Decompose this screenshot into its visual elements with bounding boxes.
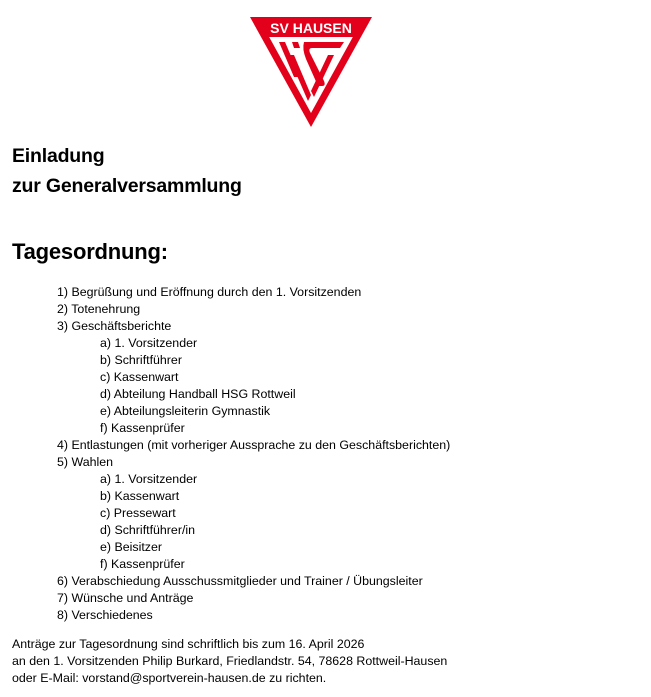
footer-line-1: Anträge zur Tagesordnung sind schriftlich bis zum 16. April 2026 xyxy=(12,637,365,651)
agenda-subitem: c) Pressewart xyxy=(100,506,176,520)
agenda-subitem: b) Kassenwart xyxy=(100,489,180,503)
agenda-item: 4) Entlastungen (mit vorheriger Aussprache zu den Geschäftsberichten) xyxy=(57,438,451,452)
agenda-heading: Tagesordnung: xyxy=(12,239,168,264)
agenda-subitem: c) Kassenwart xyxy=(100,370,179,384)
agenda-list xyxy=(57,284,450,624)
agenda-item: 3) Geschäftsberichte xyxy=(57,319,172,333)
footer-note xyxy=(12,636,447,687)
agenda-item: 2) Totenehrung xyxy=(57,302,141,316)
agenda-subitem: a) 1. Vorsitzender xyxy=(100,336,198,350)
agenda-subitem: f) Kassenprüfer xyxy=(100,557,185,571)
agenda-item: 7) Wünsche und Anträge xyxy=(57,591,194,605)
agenda-item: 5) Wahlen xyxy=(57,455,114,469)
agenda-subitem: b) Schriftführer xyxy=(100,353,182,367)
agenda-subitem: f) Kassenprüfer xyxy=(100,421,185,435)
invitation-title xyxy=(12,141,242,201)
agenda-subitem: d) Abteilung Handball HSG Rottweil xyxy=(100,387,296,401)
agenda-subitem: e) Beisitzer xyxy=(100,540,162,554)
agenda-item: 6) Verabschiedung Ausschussmitglieder und Trainer / Übungsleiter xyxy=(57,574,423,588)
sv-hausen-logo xyxy=(248,15,374,129)
agenda-subitem: e) Abteilungsleiterin Gymnastik xyxy=(100,404,271,418)
agenda-item: 8) Verschiedenes xyxy=(57,608,153,622)
agenda-item: 1) Begrüßung und Eröffnung durch den 1. Vorsitzenden xyxy=(57,285,362,299)
footer-line-2: an den 1. Vorsitzenden Philip Burkard, Friedlandstr. 54, 78628 Rottweil-Hausen xyxy=(12,654,448,668)
footer-line-3: oder E-Mail: vorstand@sportverein-hausen.de zu richten. xyxy=(12,671,327,685)
title-line-1: Einladung xyxy=(12,145,105,167)
title-line-2: zur Generalversammlung xyxy=(12,175,242,197)
logo-text: SV HAUSEN xyxy=(270,20,352,36)
agenda-subitem: a) 1. Vorsitzender xyxy=(100,472,198,486)
agenda-subitem: d) Schriftführer/in xyxy=(100,523,196,537)
